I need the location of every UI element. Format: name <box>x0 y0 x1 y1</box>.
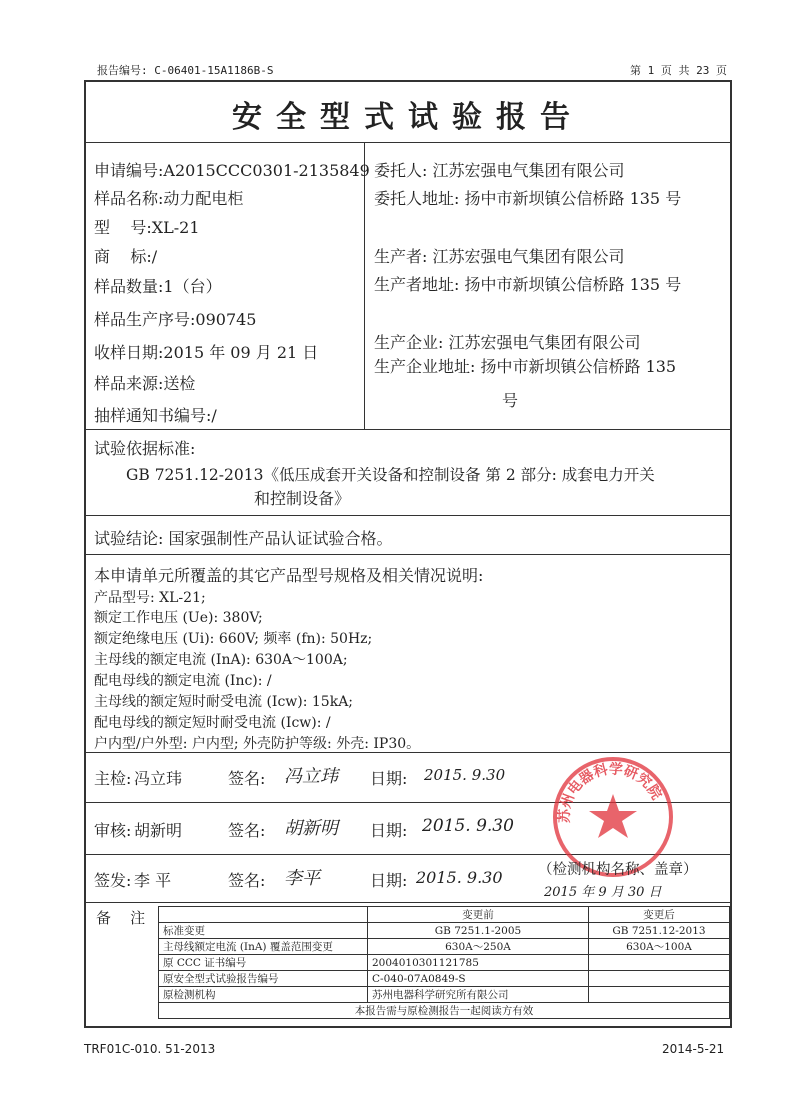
client-address: 委托人地址: 扬中市新坝镇公信桥路 135 号 <box>374 189 682 208</box>
issuer-date: 2015. 9.30 <box>416 868 503 887</box>
inspector-role: 主检: <box>94 769 132 788</box>
table-row: 变更前 变更后 <box>159 907 730 923</box>
model: 型 号:XL-21 <box>94 218 200 237</box>
issuer-role: 签发: <box>94 871 132 890</box>
reviewer-sign-label: 签名: <box>228 821 266 840</box>
sampling-notice-number: 抽样通知书编号:/ <box>94 406 217 425</box>
column-divider <box>364 142 365 429</box>
divider <box>86 554 730 555</box>
trademark: 商 标:/ <box>94 247 158 266</box>
table-row: 原检测机构 苏州电器科学研究所有限公司 <box>159 987 730 1003</box>
client: 委托人: 江苏宏强电气集团有限公司 <box>374 161 625 180</box>
reviewer-role: 审核: <box>94 821 132 840</box>
stamp-org-text: 苏州电器科学研究院 <box>556 761 665 824</box>
reviewer-signature: 胡新明 <box>284 818 338 839</box>
divider <box>86 902 730 903</box>
form-code: TRF01C-010. 51-2013 <box>84 1042 216 1056</box>
remarks-table <box>158 906 730 1019</box>
sample-name: 样品名称:动力配电柜 <box>94 189 244 208</box>
coverage-line: 配电母线的额定电流 (Inc): / <box>94 673 272 689</box>
test-conclusion: 试验结论: 国家强制性产品认证试验合格。 <box>94 529 393 548</box>
table-row: 原 CCC 证书编号 2004010301121785 <box>159 955 730 971</box>
report-frame <box>84 80 732 1028</box>
divider <box>86 515 730 516</box>
table-row: 主母线额定电流 (InA) 覆盖范围变更 630A～250A 630A～100A <box>159 939 730 955</box>
coverage-line: 户内型/户外型: 户内型; 外壳防护等级: 外壳: IP30。 <box>94 736 421 752</box>
coverage-label: 本申请单元所覆盖的其它产品型号规格及相关情况说明: <box>94 566 484 585</box>
inspector-name: 冯立玮 <box>134 769 183 788</box>
remarks-note: 本报告需与原检测报告一起阅读方有效 <box>159 1003 730 1019</box>
enterprise-address: 生产企业地址: 扬中市新坝镇公信桥路 135 <box>374 357 677 376</box>
coverage-line: 额定工作电压 (Ue): 380V; <box>94 610 263 626</box>
table-row: 原安全型式试验报告编号 C-040-07A0849-S <box>159 971 730 987</box>
reviewer-date: 2015. 9.30 <box>422 816 514 836</box>
divider <box>86 429 730 430</box>
form-date: 2014-5-21 <box>662 1042 725 1056</box>
report-title: 安全型式试验报告 <box>232 100 584 135</box>
coverage-line: 额定绝缘电压 (Ui): 660V; 频率 (fn): 50Hz; <box>94 631 373 647</box>
table-row <box>159 1003 730 1019</box>
divider <box>86 142 730 143</box>
serial-number: 样品生产序号:090745 <box>94 310 257 329</box>
coverage-line: 产品型号: XL-21; <box>94 590 206 606</box>
stamp-date: 2015 年 9 月 30 日 <box>544 885 662 900</box>
coverage-line: 主母线的额定短时耐受电流 (Icw): 15kA; <box>94 694 354 710</box>
inspector-signature: 冯立玮 <box>284 766 338 787</box>
standard-line-1: GB 7251.12-2013《低压成套开关设备和控制设备 第 2 部分: 成套电力开关 <box>126 466 655 484</box>
producer: 生产者: 江苏宏强电气集团有限公司 <box>374 247 625 266</box>
application-number: 申请编号:A2015CCC0301-2135849 <box>94 161 370 180</box>
issuer-name: 李 平 <box>134 871 172 890</box>
coverage-line: 主母线的额定电流 (InA): 630A～100A; <box>94 652 348 668</box>
enterprise: 生产企业: 江苏宏强电气集团有限公司 <box>374 333 641 352</box>
enterprise-address-cont: 号 <box>502 391 519 410</box>
reviewer-name: 胡新明 <box>134 821 183 840</box>
sample-source: 样品来源:送检 <box>94 374 196 393</box>
issuer-sign-label: 签名: <box>228 871 266 890</box>
inspector-date: 2015. 9.30 <box>424 766 506 784</box>
issuer-date-label: 日期: <box>370 871 408 890</box>
coverage-line: 配电母线的额定短时耐受电流 (Icw): / <box>94 715 331 731</box>
remarks-label: 备 注 <box>96 909 146 927</box>
issuer-signature: 李平 <box>284 868 320 889</box>
reviewer-date-label: 日期: <box>370 821 408 840</box>
standard-line-2: 和控制设备》 <box>254 489 351 508</box>
page-number: 第 1 页 共 23 页 <box>630 64 727 77</box>
producer-address: 生产者地址: 扬中市新坝镇公信桥路 135 号 <box>374 275 682 294</box>
inspector-date-label: 日期: <box>370 769 408 788</box>
inspector-sign-label: 签名: <box>228 769 266 788</box>
standard-label: 试验依据标准: <box>94 439 196 458</box>
report-number: 报告编号: C-06401-15A1186B-S <box>97 64 274 77</box>
table-row: 标准变更 GB 7251.1-2005 GB 7251.12-2013 <box>159 923 730 939</box>
stamp-caption: （检测机构名称、盖章） <box>538 862 698 878</box>
receive-date: 收样日期:2015 年 09 月 21 日 <box>94 343 319 362</box>
sample-quantity: 样品数量:1（台） <box>94 277 222 296</box>
